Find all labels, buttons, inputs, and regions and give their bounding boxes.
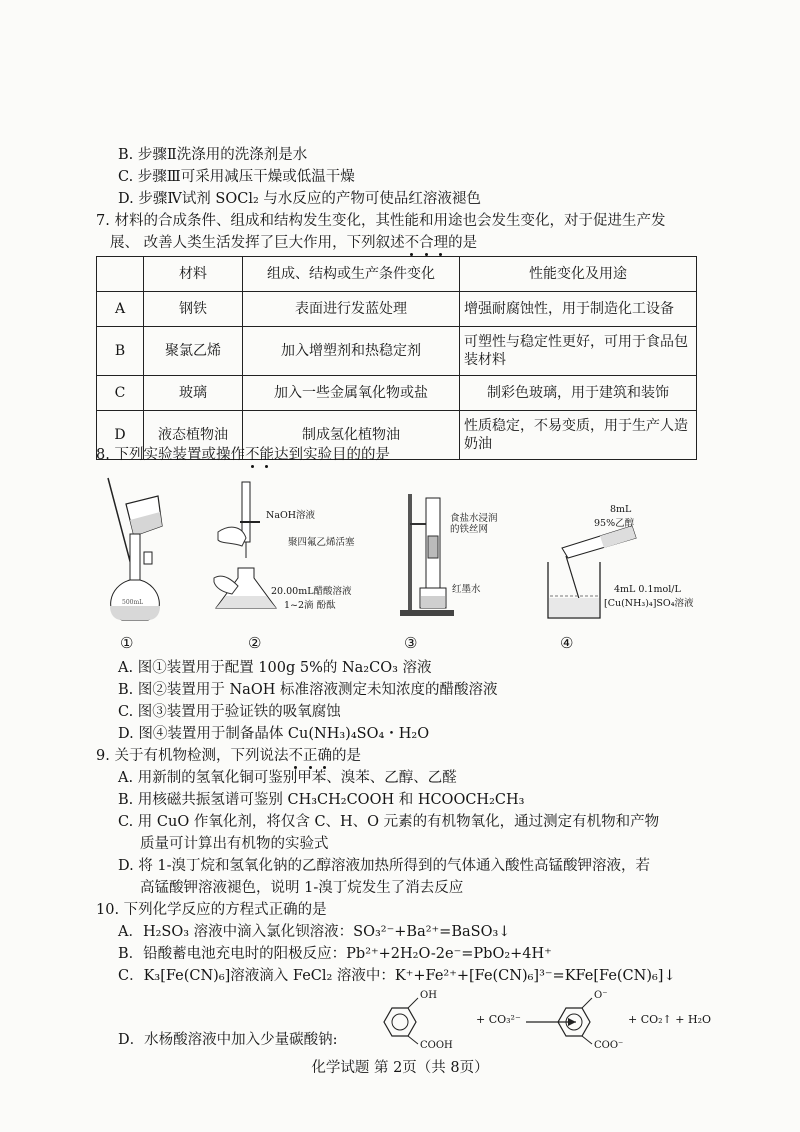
svg-text:500mL: 500mL [122, 599, 144, 606]
q7-stem-line1: 7. 材料的合成条件、组成和结构发生变化，其性能和用途也会发生变化，对于促进生产发 [96, 213, 666, 229]
q10-option-d: D．水杨酸溶液中加入少量碳酸钠: [118, 1032, 338, 1048]
fig4-label-conc: 4mL 0.1mol/L [614, 584, 681, 595]
figure-number: ① [120, 634, 134, 652]
q9-option-d-line1: D. 将 1-溴丁烷和氢氧化钠的乙醇溶液加热所得到的气体通入酸性高锰酸钾溶液，若 [118, 858, 651, 874]
figure-number: ④ [560, 634, 574, 652]
emphasis-char: 正 [302, 748, 318, 764]
emphasis-char: 确 [317, 748, 332, 764]
page-footer: 化学试题 第 2页（共 8页） [311, 1060, 489, 1076]
eq-carbonate-label: + CO₃²⁻ [476, 1013, 521, 1026]
emphasis-char: 合 [419, 235, 434, 251]
fig3-label-salt: 食盐水浸润 [450, 513, 498, 524]
q6-option-c: C. 步骤Ⅲ可采用减压干燥或低温干燥 [118, 169, 355, 185]
q6-option-d: D. 步骤Ⅳ试剂 SOCl₂ 与水反应的产物可使品红溶液褪色 [118, 191, 481, 207]
fig2-label-stopcock: 聚四氟乙烯活塞 [288, 537, 355, 548]
eq-phenoxide-label: O⁻ [594, 990, 608, 1001]
emphasis-char: 能 [259, 447, 274, 463]
emphasis-char: 不 [244, 447, 260, 463]
q10-option-a: A．H₂SO₃ 溶液中滴入氯化钡溶液：SO₃²⁻+Ba²⁺=BaSO₃↓ [118, 924, 511, 940]
emphasis-char: 不 [404, 235, 420, 251]
q10-option-c: C．K₃[Fe(CN)₆]溶液滴入 FeCl₂ 溶液中：K⁺+Fe²⁺+[Fe(CN)₆]³⁻=KFe[Fe(CN)₆]↓ [118, 968, 676, 984]
fig4-label-solution: [Cu(NH₃)₄]SO₄溶液 [604, 598, 694, 609]
q9-option-c-line1: C. 用 CuO 作氧化剂，将仅含 C、H、O 元素的有机物氧化，通过测定有机物和产物 [118, 814, 660, 830]
fig2-label-phenol: 1~2滴 酚酞 [284, 600, 336, 611]
q8-option-d: D. 图④装置用于制备晶体 Cu(NH₃)₄SO₄・H₂O [118, 726, 430, 742]
fig4-label-volume: 8mL [610, 504, 632, 515]
table-row: D 液态植物油 制成氢化植物油 性质稳定，不易变质，用于生产人造奶油 [97, 411, 697, 460]
eq-products-label: + CO₂↑ + H₂O [628, 1013, 712, 1026]
q8-option-b: B. 图②装置用于 NaOH 标准溶液测定未知浓度的醋酸溶液 [118, 682, 498, 698]
fig4-label-ethanol: 95%乙醇 [594, 518, 635, 529]
q8-option-c: C. 图③装置用于验证铁的吸氧腐蚀 [118, 704, 341, 720]
eq-carboxylate-label: COO⁻ [594, 1040, 624, 1051]
q9-option-b: B. 用核磁共振氢谱可鉴别 CH₃CH₂COOH 和 HCOOCH₂CH₃ [118, 792, 525, 808]
fig2-label-acetic: 20.00mL醋酸溶液 [271, 586, 352, 597]
q9-option-c-line2: 质量可计算出有机物的实验式 [140, 836, 329, 852]
emphasis-char: 不 [288, 748, 303, 764]
emphasis-char: 理 [433, 235, 449, 251]
q10-stem: 10. 下列化学反应的方程式正确的是 [96, 902, 327, 918]
q10-option-b: B．铅酸蓄电池充电时的阳极反应：Pb²⁺+2H₂O-2e⁻=PbO₂+4H⁺ [118, 946, 552, 962]
eq-cooh-label: COOH [420, 1040, 453, 1051]
table-row: C 玻璃 加入一些金属氧化物或盐 制彩色玻璃，用于建筑和装饰 [97, 376, 697, 411]
q9-option-d-line2: 高锰酸钾溶液褪色，说明 1-溴丁烷发生了消去反应 [140, 880, 464, 896]
fig3-label-wire: 的铁丝网 [450, 524, 489, 535]
volumetric-flask-figure [100, 474, 170, 624]
q7-stem-line2: 展、 改善人类生活发挥了巨大作用，下列叙述不合理的是 [110, 235, 478, 251]
materials-table [96, 256, 697, 460]
q9-option-a: A. 用新制的氢氧化铜可鉴别甲苯、溴苯、乙醇、乙醛 [118, 770, 457, 786]
fig3-label-ink: 红墨水 [452, 584, 481, 595]
eq-oh-label: OH [420, 990, 437, 1001]
q8-stem: 8. 下列实验装置或操作不能达到实验目的的是 [96, 447, 390, 463]
q6-option-b: B. 步骤Ⅱ洗涤用的洗涤剂是水 [118, 147, 308, 163]
table-row: B 聚氯乙烯 加入增塑剂和热稳定剂 可塑性与稳定性更好，可用于食品包装材料 [97, 327, 697, 376]
figure-number: ② [248, 634, 262, 652]
table-header-row: 材料 组成、结构或生产条件变化 性能变化及用途 [97, 257, 697, 292]
q8-option-a: A. 图①装置用于配置 100g 5%的 Na₂CO₃ 溶液 [118, 660, 432, 676]
table-row: A 钢铁 表面进行发蓝处理 增强耐腐蚀性，用于制造化工设备 [97, 292, 697, 327]
fig2-label-naoh: NaOH溶液 [266, 510, 316, 521]
q9-stem: 9. 关于有机物检测，下列说法不正确的是 [96, 748, 361, 764]
figure-number: ③ [404, 634, 418, 652]
